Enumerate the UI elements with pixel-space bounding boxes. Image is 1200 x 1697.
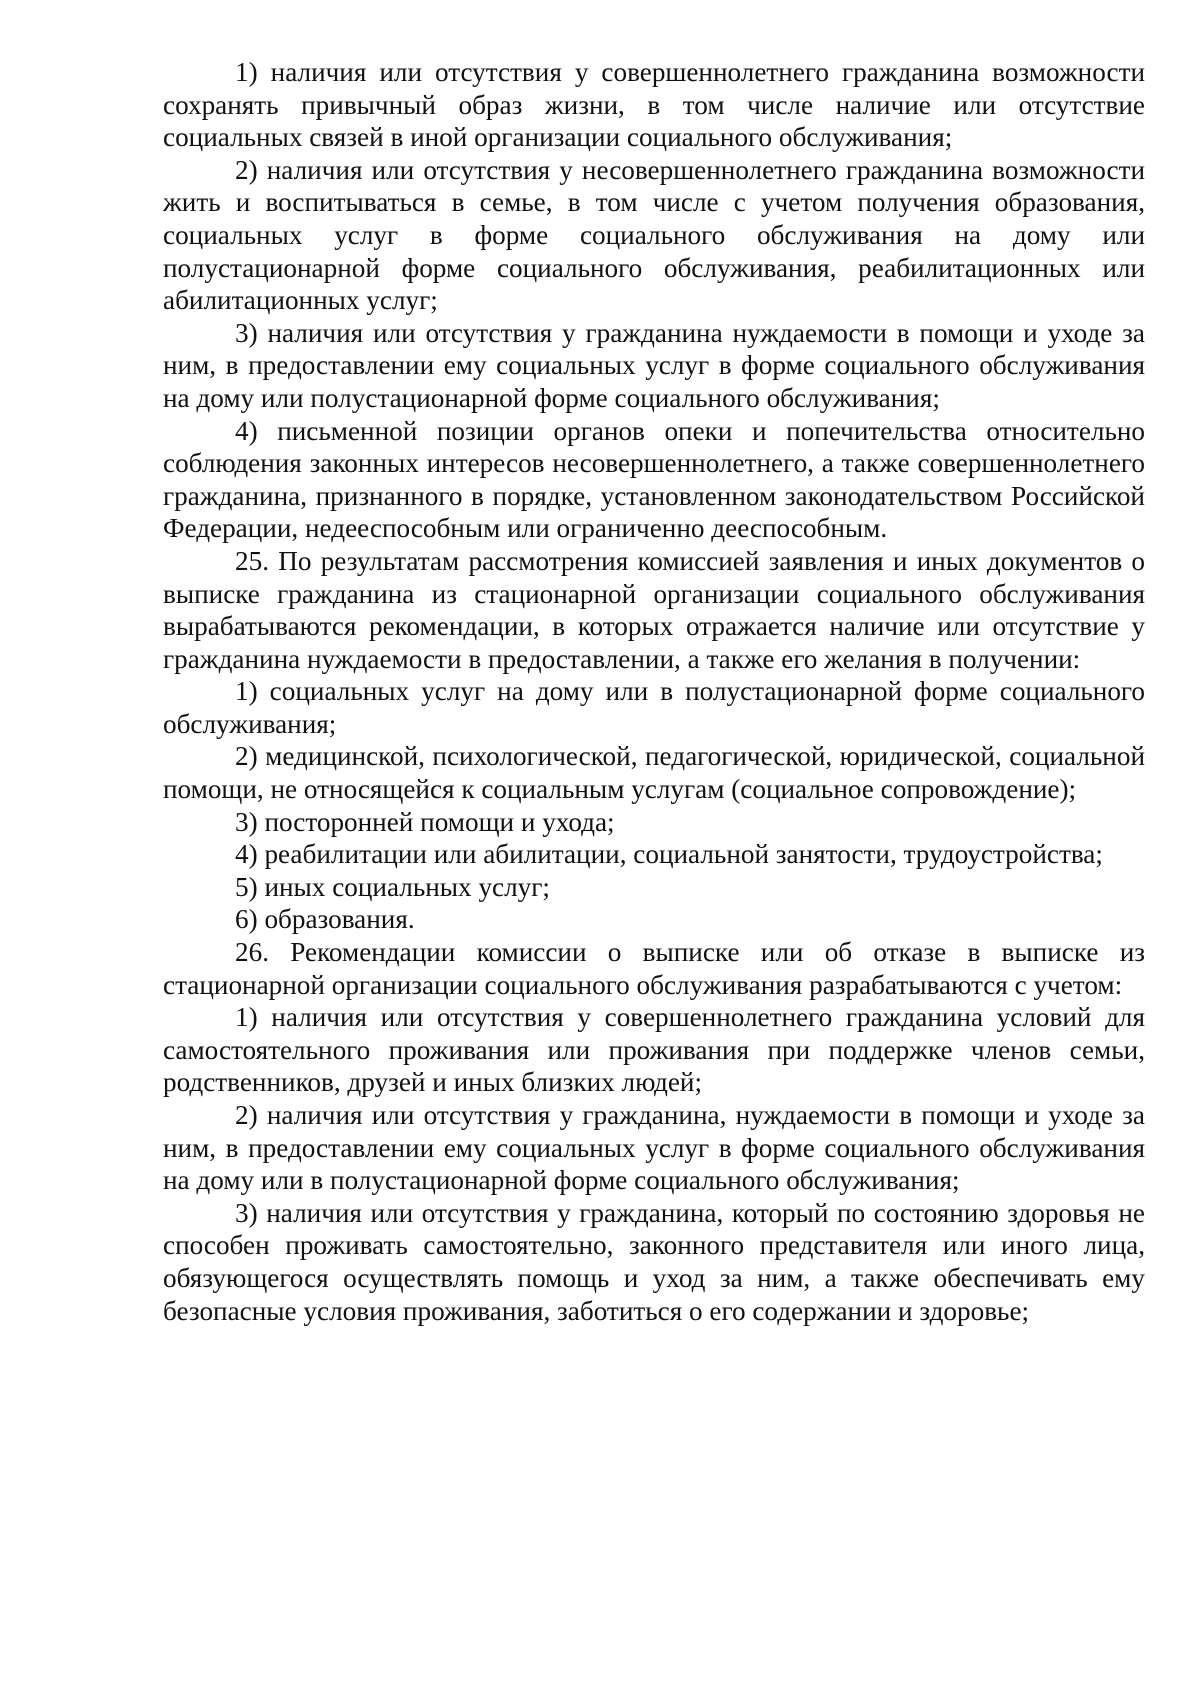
paragraph-24-item-1: 1) наличия или отсутствия у совершеннолетнего гражданина возможности сохранять привычный образ жизни, в том числе наличие или отсутствие социальных связей в иной организации социального обслуживания; bbox=[163, 57, 1145, 153]
document-page bbox=[163, 56, 1145, 1327]
paragraph-25: 25. По результатам рассмотрения комиссией заявления и иных документов о выписке гражданина из стационарной организации социального обслуживания вырабатываются рекомендации, в которых отражается наличие или отсутствие у гражданина нуждаемости в предоставлении, а также его желания в получении: bbox=[163, 545, 1145, 674]
paragraph-25-item-6: 6) образования. bbox=[235, 904, 415, 935]
paragraph-24-item-2: 2) наличия или отсутствия у несовершеннолетнего гражданина возможности жить и воспитываться в семье, в том числе с учетом получения образования, социальных услуг в форме социального обслуживания на дому или полустационарной форме социального обслуживания, реабилитационных или абилитационных услуг; bbox=[163, 154, 1145, 316]
paragraph-25-item-3: 3) посторонней помощи и ухода; bbox=[235, 806, 615, 837]
paragraph-24-item-4: 4) письменной позиции органов опеки и попечительства относительно соблюдения законных интересов несовершеннолетнего, а также совершеннолетнего гражданина, признанного в порядке, установленном законодательством Российской Федерации, недееспособным или ограниченно дееспособным. bbox=[163, 415, 1145, 544]
paragraph-26-item-3: 3) наличия или отсутствия у гражданина, который по состоянию здоровья не способен проживать самостоятельно, законного представителя или иного лица, обязующегося осуществлять помощь и уход за ним, а также обеспечивать ему безопасные условия проживания, заботиться о его содержании и здоровье; bbox=[163, 1197, 1145, 1326]
paragraph-25-item-4: 4) реабилитации или абилитации, социальной занятости, трудоустройства; bbox=[235, 839, 1103, 870]
paragraph-25-item-1: 1) социальных услуг на дому или в полустационарной форме социального обслуживания; bbox=[163, 676, 1145, 739]
paragraph-25-item-5: 5) иных социальных услуг; bbox=[235, 871, 550, 902]
paragraph-25-item-2: 2) медицинской, психологической, педагогической, юридической, социальной помощи, не относящейся к социальным услугам (социальное сопровождение); bbox=[163, 741, 1145, 805]
paragraph-26-item-1: 1) наличия или отсутствия у совершеннолетнего гражданина условий для самостоятельного проживания или проживания при поддержке членов семьи, родственников, друзей и иных близких людей; bbox=[163, 1002, 1145, 1098]
paragraph-24-item-3: 3) наличия или отсутствия у гражданина нуждаемости в помощи и уходе за ним, в предоставлении ему социальных услуг в форме социального обслуживания на дому или полустационарной форме социального обслуживания; bbox=[163, 317, 1145, 413]
paragraph-26: 26. Рекомендации комиссии о выписке или об отказе в выписке из стационарной организации социального обслуживания разрабатываются с учетом: bbox=[163, 937, 1145, 1000]
paragraph-26-item-2: 2) наличия или отсутствия у гражданина, нуждаемости в помощи и уходе за ним, в предоставлении ему социальных услуг в форме социального обслуживания на дому или в полустационарной форме социального обслуживания; bbox=[163, 1100, 1145, 1196]
